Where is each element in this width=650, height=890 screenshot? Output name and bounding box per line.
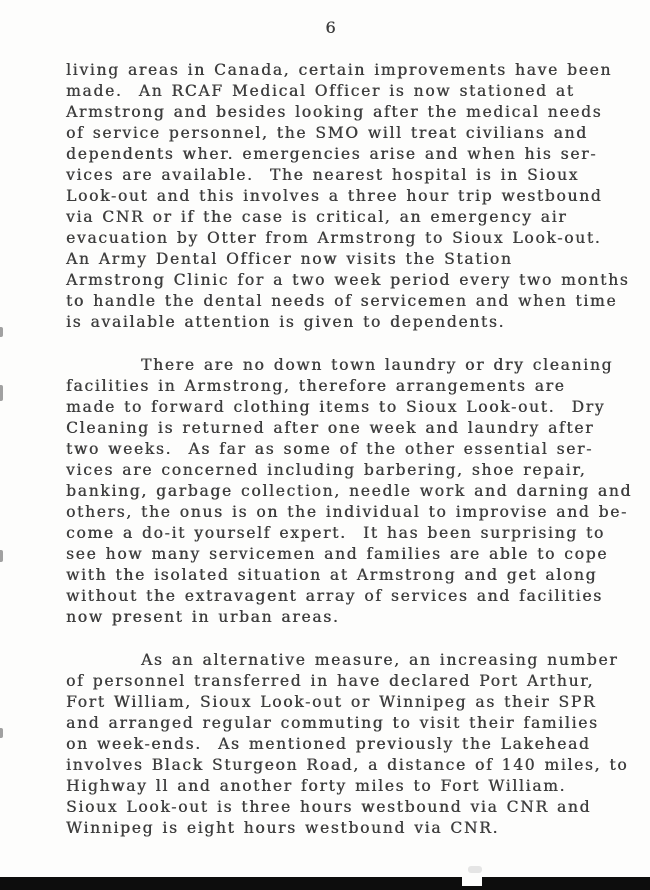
text-line: vices are concerned including barbering, shoe repair, bbox=[66, 461, 587, 479]
text-line: to handle the dental needs of servicemen and when time bbox=[66, 292, 618, 310]
text-line: see how many servicemen and families are able to cope bbox=[66, 545, 609, 563]
text-line: facilities in Armstrong, therefore arrangements are bbox=[66, 377, 566, 395]
text-line: banking, garbage collection, needle work and darning and bbox=[66, 482, 633, 500]
text-line: As an alternative measure, an increasing number bbox=[141, 651, 619, 669]
text-line: Fort William, Sioux Look-out or Winnipeg as their SPR bbox=[66, 693, 597, 711]
text-line: living areas in Canada, certain improvements have been bbox=[66, 61, 613, 79]
text-line: Cleaning is returned after one week and laundry after bbox=[66, 419, 595, 437]
text-line: on week-ends. As mentioned previously the Lakehead bbox=[66, 735, 591, 753]
text-line: is available attention is given to dependents. bbox=[66, 313, 506, 331]
scanner-edge-bar bbox=[0, 877, 650, 890]
text-line: with the isolated situation at Armstrong and get along bbox=[66, 566, 598, 584]
scan-mark bbox=[0, 728, 3, 738]
text-line: come a do-it yourself expert. It has been surprising to bbox=[66, 524, 605, 542]
scan-mark bbox=[0, 327, 3, 337]
scanner-edge-notch bbox=[462, 877, 482, 886]
paragraph bbox=[66, 355, 633, 628]
text-line: vices are available. The nearest hospital is in Sioux bbox=[66, 166, 580, 184]
text-line: made to forward clothing items to Sioux Look-out. Dry bbox=[66, 398, 606, 416]
page-number: 6 bbox=[325, 18, 337, 37]
text-line: and arranged regular commuting to visit their families bbox=[66, 714, 599, 732]
text-line: of personnel transferred in have declared Port Arthur, bbox=[66, 672, 595, 690]
text-line: via CNR or if the case is critical, an emergency air bbox=[66, 208, 568, 226]
text-line: of service personnel, the SMO will treat civilians and bbox=[66, 124, 588, 142]
text-line: Winnipeg is eight hours westbound via CNR. bbox=[66, 819, 500, 837]
text-line: Armstrong Clinic for a two week period every two months bbox=[66, 271, 630, 289]
text-line: An Army Dental Officer now visits the Station bbox=[66, 250, 513, 268]
text-body bbox=[66, 60, 633, 839]
text-line: without the extravagent array of services and facilities bbox=[66, 587, 603, 605]
text-line: Highway ll and another forty miles to Fort William. bbox=[66, 777, 567, 795]
paragraph bbox=[66, 650, 629, 839]
text-line: involves Black Sturgeon Road, a distance of 140 miles, to bbox=[66, 756, 629, 774]
text-line: now present in urban areas. bbox=[66, 608, 340, 626]
scan-mark bbox=[0, 550, 3, 562]
scan-smudge bbox=[468, 866, 482, 873]
text-line: two weeks. As far as some of the other essential ser- bbox=[66, 440, 594, 458]
text-line: others, the onus is on the individual to improvise and be- bbox=[66, 503, 628, 521]
text-line: made. An RCAF Medical Officer is now stationed at bbox=[66, 82, 575, 100]
text-line: Armstrong and besides looking after the medical needs bbox=[66, 103, 603, 121]
paragraph bbox=[66, 60, 630, 333]
text-line: evacuation by Otter from Armstrong to Sioux Look-out. bbox=[66, 229, 602, 247]
scan-mark bbox=[0, 385, 3, 401]
text-line: Look-out and this involves a three hour trip westbound bbox=[66, 187, 603, 205]
text-line: Sioux Look-out is three hours westbound via CNR and bbox=[66, 798, 592, 816]
text-line: dependents wher. emergencies arise and when his ser- bbox=[66, 145, 598, 163]
text-line: There are no down town laundry or dry cleaning bbox=[141, 356, 614, 374]
